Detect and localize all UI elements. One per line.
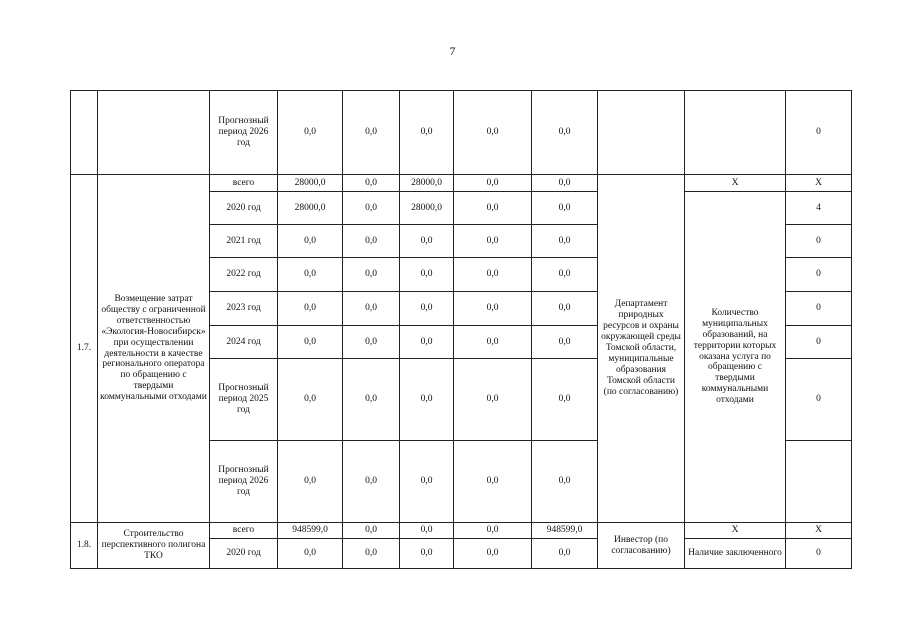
period-cell: 2024 год	[210, 326, 278, 359]
activity-name: Возмещение затрат обществу с ограниченной ответственностью «Экология-Новосибирск» при осуществлении деятельности в качестве регионального оператора по обращению с твердыми коммунальными отходами	[98, 175, 210, 523]
row-number: 1.7.	[71, 175, 98, 523]
table-row	[71, 91, 852, 175]
indicator-value-cell: 0	[786, 326, 852, 359]
indicator-value-cell: 4	[786, 192, 852, 225]
value-cell: 0,0	[343, 91, 400, 175]
value-cell: 0,0	[454, 359, 532, 441]
cell-empty	[685, 91, 786, 175]
indicator-cell: X	[685, 523, 786, 539]
value-cell: 0,0	[343, 225, 400, 258]
value-cell: 0,0	[278, 326, 343, 359]
value-cell: 0,0	[400, 225, 454, 258]
value-cell: 0,0	[343, 441, 400, 523]
period-cell: 2020 год	[210, 539, 278, 569]
value-cell: 0,0	[454, 175, 532, 192]
cell-empty	[71, 91, 98, 175]
value-cell: 0,0	[454, 192, 532, 225]
value-cell: 0,0	[343, 175, 400, 192]
cell-empty	[786, 441, 852, 523]
value-cell: 0,0	[278, 91, 343, 175]
period-cell: 2020 год	[210, 192, 278, 225]
indicator-cell: X	[685, 175, 786, 192]
value-cell: 0,0	[343, 523, 400, 539]
value-cell: 0,0	[454, 539, 532, 569]
value-cell: 0,0	[278, 258, 343, 292]
indicator-value-cell: X	[786, 175, 852, 192]
period-cell: 2022 год	[210, 258, 278, 292]
indicator-value-cell: X	[786, 523, 852, 539]
value-cell: 0,0	[400, 292, 454, 326]
value-cell: 0,0	[400, 258, 454, 292]
table-row	[71, 175, 852, 192]
value-cell: 0,0	[454, 258, 532, 292]
value-cell: 0,0	[532, 441, 598, 523]
value-cell: 0,0	[400, 523, 454, 539]
value-cell: 948599,0	[278, 523, 343, 539]
value-cell: 0,0	[532, 225, 598, 258]
value-cell: 0,0	[343, 359, 400, 441]
value-cell: 0,0	[454, 225, 532, 258]
value-cell: 0,0	[278, 292, 343, 326]
period-cell: всего	[210, 523, 278, 539]
table-row	[71, 523, 852, 539]
executor-cell: Инвестор (по согласованию)	[598, 523, 685, 569]
value-cell: 0,0	[400, 441, 454, 523]
program-activities-table	[70, 90, 852, 569]
value-cell: 0,0	[532, 292, 598, 326]
indicator-value-cell: 0	[786, 292, 852, 326]
period-cell: Прогнозный период 2026 год	[210, 91, 278, 175]
value-cell: 0,0	[532, 539, 598, 569]
value-cell: 0,0	[278, 359, 343, 441]
value-cell: 0,0	[400, 359, 454, 441]
value-cell: 0,0	[454, 91, 532, 175]
value-cell: 28000,0	[278, 192, 343, 225]
value-cell: 0,0	[532, 326, 598, 359]
value-cell: 0,0	[343, 192, 400, 225]
cell-empty	[98, 91, 210, 175]
value-cell: 0,0	[278, 539, 343, 569]
value-cell: 0,0	[343, 292, 400, 326]
value-cell: 0,0	[343, 258, 400, 292]
value-cell: 0,0	[454, 326, 532, 359]
value-cell: 0,0	[278, 441, 343, 523]
value-cell: 0,0	[343, 539, 400, 569]
indicator-value-cell: 0	[786, 359, 852, 441]
value-cell: 0,0	[454, 292, 532, 326]
indicator-cell: Наличие заключенного	[685, 539, 786, 569]
indicator-value-cell: 0	[786, 258, 852, 292]
period-cell: Прогнозный период 2025 год	[210, 359, 278, 441]
executor-cell: Департамент природных ресурсов и охраны окружающей среды Томской области, муниципальные образования Томской области (по согласованию)	[598, 175, 685, 523]
value-cell: 0,0	[532, 91, 598, 175]
period-cell: 2021 год	[210, 225, 278, 258]
indicator-value-cell: 0	[786, 539, 852, 569]
period-cell: 2023 год	[210, 292, 278, 326]
value-cell: 0,0	[343, 326, 400, 359]
value-cell: 0,0	[532, 258, 598, 292]
value-cell: 28000,0	[400, 175, 454, 192]
value-cell: 0,0	[400, 539, 454, 569]
value-cell: 0,0	[400, 91, 454, 175]
page-number: 7	[449, 44, 456, 58]
value-cell: 0,0	[400, 326, 454, 359]
value-cell: 0,0	[532, 175, 598, 192]
value-cell: 0,0	[532, 359, 598, 441]
cell-empty	[598, 91, 685, 175]
indicator-value-cell: 0	[786, 225, 852, 258]
value-cell: 0,0	[454, 523, 532, 539]
value-cell: 0,0	[454, 441, 532, 523]
period-cell: всего	[210, 175, 278, 192]
indicator-cell: Количество муниципальных образований, на территории которых оказана услуга по обращению с твердыми коммунальными отходами	[685, 192, 786, 523]
row-number: 1.8.	[71, 523, 98, 569]
activity-name: Строительство перспективного полигона ТКО	[98, 523, 210, 569]
value-cell: 28000,0	[278, 175, 343, 192]
indicator-value-cell: 0	[786, 91, 852, 175]
period-cell: Прогнозный период 2026 год	[210, 441, 278, 523]
value-cell: 0,0	[278, 225, 343, 258]
value-cell: 0,0	[532, 192, 598, 225]
value-cell: 28000,0	[400, 192, 454, 225]
value-cell: 948599,0	[532, 523, 598, 539]
